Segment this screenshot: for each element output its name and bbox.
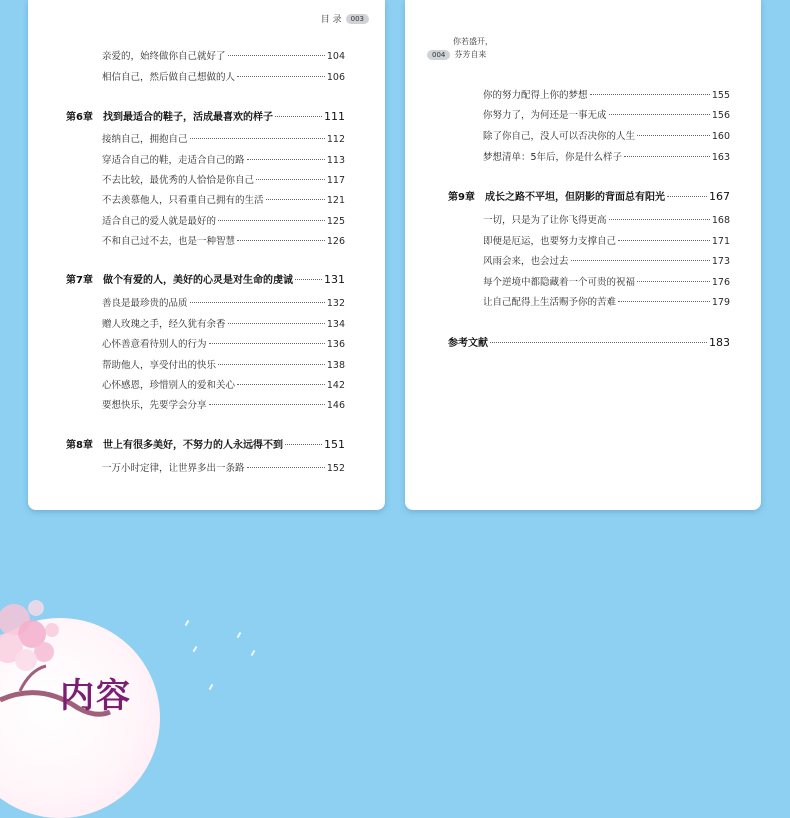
chapter-page: 111 — [324, 110, 345, 123]
entry-page: 125 — [326, 216, 345, 227]
dot-leader — [218, 220, 325, 221]
dot-leader — [285, 444, 322, 445]
toc-entry[interactable] — [102, 397, 345, 411]
entry-page: 168 — [711, 215, 730, 226]
dot-leader — [667, 196, 707, 197]
dot-leader — [228, 55, 325, 56]
toc-chapter[interactable] — [66, 271, 345, 286]
dot-leader — [237, 384, 325, 385]
toc-entry[interactable] — [102, 213, 345, 227]
toc-references[interactable] — [448, 334, 730, 349]
header-page-number: 003 — [346, 14, 369, 24]
toc-entry[interactable] — [102, 460, 345, 474]
sparkle — [185, 620, 190, 626]
toc-entry[interactable] — [483, 87, 730, 101]
dot-leader — [490, 342, 707, 343]
dot-leader — [237, 76, 325, 77]
dot-leader — [256, 179, 325, 180]
entry-page: 138 — [326, 360, 345, 371]
chapter-label: 第9章 — [448, 192, 475, 203]
running-header-title-line1 — [453, 36, 493, 47]
entry-page: 112 — [326, 134, 345, 145]
chapter-title: 找到最适合的鞋子，活成最喜欢的样子 — [102, 112, 273, 123]
entry-page: 155 — [711, 90, 730, 101]
dot-leader — [266, 199, 325, 200]
toc-page-right — [405, 0, 761, 510]
entry-page: 173 — [711, 256, 730, 267]
entry-title: 心怀感恩，珍惜别人的爱和关心 — [102, 380, 236, 391]
toc-entry[interactable] — [483, 212, 730, 226]
toc-entry[interactable] — [102, 192, 345, 206]
toc-page-left — [28, 0, 385, 510]
entry-page: 171 — [711, 236, 730, 247]
dot-leader — [275, 116, 322, 117]
toc-entry[interactable] — [483, 233, 730, 247]
entry-title: 梦想清单：5年后，你是什么样子 — [483, 152, 623, 163]
chapter-title: 做个有爱的人，美好的心灵是对生命的虔诚 — [102, 275, 293, 286]
entry-title: 赠人玫瑰之手，经久犹有余香 — [102, 319, 226, 330]
entry-title: 你的努力配得上你的梦想 — [483, 90, 588, 101]
sparkle — [193, 646, 198, 652]
dot-leader — [228, 323, 325, 324]
dot-leader — [624, 156, 710, 157]
header-section: 目 录 — [320, 15, 342, 25]
chapter-page: 131 — [324, 273, 345, 286]
entry-page: 106 — [326, 72, 345, 83]
entry-title: 除了你自己，没人可以否决你的人生 — [483, 131, 636, 142]
entry-page: 146 — [326, 400, 345, 411]
chapter-label: 第8章 — [66, 440, 93, 451]
header-page-number: 004 — [427, 50, 450, 60]
chapter-page: 151 — [324, 438, 345, 451]
toc-entry[interactable] — [483, 128, 730, 142]
entry-title: 一万小时定律，让世界多出一条路 — [102, 463, 245, 474]
toc-entry[interactable] — [483, 107, 730, 121]
dot-leader — [190, 138, 325, 139]
entry-page: 126 — [326, 236, 345, 247]
entry-page: 142 — [326, 380, 345, 391]
toc-chapter[interactable] — [66, 108, 345, 123]
entry-title: 要想快乐，先要学会分享 — [102, 400, 207, 411]
toc-entry[interactable] — [102, 152, 345, 166]
dot-leader — [571, 260, 710, 261]
dot-leader — [295, 279, 322, 280]
toc-entry[interactable] — [102, 131, 345, 145]
entry-title: 你努力了，为何还是一事无成 — [483, 110, 607, 121]
entry-title: 善良是最珍贵的品质 — [102, 298, 188, 309]
dot-leader — [247, 467, 325, 468]
dot-leader — [609, 219, 710, 220]
entry-page: 156 — [711, 110, 730, 121]
entry-title: 相信自己，然后做自己想做的人 — [102, 72, 236, 83]
sparkle — [209, 684, 214, 690]
dot-leader — [209, 343, 325, 344]
entry-page: 160 — [711, 131, 730, 142]
header-title-line1: 你若盛开， — [453, 37, 493, 46]
entry-title: 心怀善意看待别人的行为 — [102, 339, 207, 350]
dot-leader — [618, 301, 710, 302]
dot-leader — [637, 281, 710, 282]
entry-title: 不去羡慕他人，只看重自己拥有的生活 — [102, 195, 264, 206]
entry-page: 136 — [326, 339, 345, 350]
toc-entry[interactable] — [483, 253, 730, 267]
toc-entry[interactable] — [483, 294, 730, 308]
dot-leader — [609, 114, 710, 115]
entry-title: 不去比较，最优秀的人恰恰是你自己 — [102, 175, 255, 186]
entry-page: 104 — [326, 51, 345, 62]
dot-leader — [247, 159, 325, 160]
toc-chapter[interactable] — [448, 188, 730, 203]
entry-title: 适合自己的爱人就是最好的 — [102, 216, 217, 227]
dot-leader — [637, 135, 710, 136]
entry-title: 帮助他人，享受付出的快乐 — [102, 360, 217, 371]
chapter-title: 世上有很多美好，不努力的人永远得不到 — [102, 440, 283, 451]
entry-page: 113 — [326, 155, 345, 166]
dot-leader — [618, 240, 710, 241]
toc-entry[interactable] — [102, 377, 345, 391]
toc-entry[interactable] — [102, 172, 345, 186]
chapter-page: 167 — [709, 190, 730, 203]
entry-page: 179 — [711, 297, 730, 308]
toc-entry[interactable] — [102, 336, 345, 350]
references-title: 参考文献 — [448, 338, 488, 349]
toc-entry[interactable] — [102, 69, 345, 83]
chapter-title: 成长之路不平坦，但阴影的背面总有阳光 — [484, 192, 665, 203]
entry-title: 一切，只是为了让你飞得更高 — [483, 215, 607, 226]
entry-page: 152 — [326, 463, 345, 474]
running-header — [427, 49, 486, 60]
entry-page: 134 — [326, 319, 345, 330]
entry-page: 121 — [326, 195, 345, 206]
dot-leader — [218, 364, 325, 365]
toc-entry[interactable] — [483, 274, 730, 288]
toc-chapter[interactable] — [66, 436, 345, 451]
toc-entry[interactable] — [102, 233, 345, 247]
entry-title: 不和自己过不去，也是一种智慧 — [102, 236, 236, 247]
sparkle — [237, 632, 242, 638]
dot-leader — [237, 240, 325, 241]
content-heading: 内容 — [60, 676, 132, 716]
toc-entry[interactable] — [483, 149, 730, 163]
sparkle — [251, 650, 256, 656]
header-title-line2: 芬芳自来 — [454, 50, 487, 59]
entry-title: 让自己配得上生活赐予你的苦难 — [483, 297, 617, 308]
toc-entry[interactable] — [102, 316, 345, 330]
references-page: 183 — [709, 336, 730, 349]
entry-title: 即便是厄运，也要努力支撑自己 — [483, 236, 617, 247]
entry-title: 风雨会来，也会过去 — [483, 256, 569, 267]
toc-entry[interactable] — [102, 357, 345, 371]
chapter-label: 第7章 — [66, 275, 93, 286]
entry-title: 每个逆境中都隐藏着一个可贵的祝福 — [483, 277, 636, 288]
entry-page: 176 — [711, 277, 730, 288]
toc-entry[interactable] — [102, 295, 345, 309]
entry-page: 132 — [326, 298, 345, 309]
entry-title: 接纳自己，拥抱自己 — [102, 134, 188, 145]
dot-leader — [190, 302, 325, 303]
running-header — [321, 12, 369, 25]
entry-title: 亲爱的，始终做你自己就好了 — [102, 51, 226, 62]
entry-page: 163 — [711, 152, 730, 163]
chapter-label: 第6章 — [66, 112, 93, 123]
toc-entry[interactable] — [102, 48, 345, 62]
entry-page: 117 — [326, 175, 345, 186]
entry-title: 穿适合自己的鞋，走适合自己的路 — [102, 155, 245, 166]
dot-leader — [209, 404, 325, 405]
dot-leader — [590, 94, 710, 95]
